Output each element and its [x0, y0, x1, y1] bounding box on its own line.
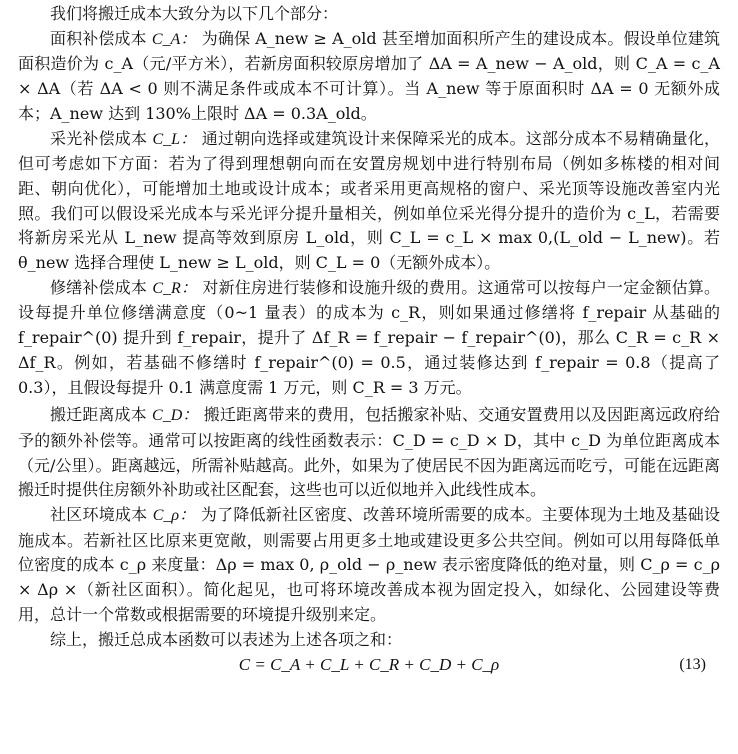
body-lighting-cost: 通过朝向选择或建筑设计来保障采光的成本。这部分成本不易精确量化，但可考虑如下方面：若为了得到理想朝向而在安置房规划中进行特别布局（例如多栋楼的相对间距、朝向优化），可能增加土地或设计成本；或者采用更高规格的窗户、采光顶等设施改善室内光照。我们可以假设采光成本与采光评分提升量相关，例如单位采光得分提升的造价为 c_L，若需要将新房采光从 L_new 提高等效到原房 L_old，则 C_L = c_L × max 0,(L_old − L_new)。若 θ_new 选择合理使 L_new ≥ L_old，则 C_L = 0（无额外成本）。: [18, 128, 720, 273]
body-environment-cost: 为了降低新社区密度、改善环境所需要的成本。主要体现为土地及基础设施成本。若新社区比原来更宽敞，则需要占用更多土地或建设更多公共空间。例如可以用每降低单位密度的成本 c_ρ 来度量：Δρ = max 0, ρ_old − ρ_new 表示密度降低的绝对量，则 C_ρ = c_ρ × Δρ ×（新社区面积）。简化起见，也可将环境改善成本视为固定投入，如绿化、公园建设等费用，总计一个常数或根据需要的环境提升级别来定。: [18, 505, 720, 624]
paragraph-area-cost: [18, 27, 720, 127]
paragraph-repair-cost: [18, 276, 720, 401]
symbol-area-cost: C_A：: [151, 30, 197, 48]
heading-area-cost: 面积补偿成本: [50, 28, 147, 48]
total-cost-equation-row: [18, 652, 720, 678]
paragraph-distance-cost: [18, 403, 720, 503]
symbol-environment-cost: C_ρ：: [152, 507, 196, 525]
paragraph-lighting-cost: [18, 127, 720, 276]
symbol-lighting-cost: C_L：: [152, 130, 197, 148]
heading-repair-cost: 修缮补偿成本: [50, 277, 148, 297]
body-repair-cost: 对新住房进行装修和设施升级的费用。这通常可以按每户一定金额估算。设每提升单位修缮满意度（0~1 量表）的成本为 c_R，则如果通过修缮将 f_repair 从基础的 f_repair^(0) 提升到 f_repair，提升了 Δf_R = f_repair − f_repair^(0)，那么 C_R = c_R × Δf_R。例如，若基础不修缮时 f_repair^(0) = 0.5，通过装修达到 f_repair = 0.8（提高了 0.3），且假设每提升 0.1 满意度需 1 万元，则 C_R = 3 万元。: [18, 277, 720, 397]
heading-environment-cost: 社区环境成本: [50, 505, 148, 525]
body-area-cost: 为确保 A_new ≥ A_old 甚至增加面积所产生的建设成本。假设单位建筑面积造价为 c_A（元/平方米），若新房面积较原房增加了 ΔA = A_new − A_old，则 C_A = c_A × ΔA（若 ΔA < 0 则不满足条件或成本不可计算）。当 A_new 等于原面积时 ΔA = 0 无额外成本；A_new 达到 130%上限时 ΔA = 0.3A_old。: [18, 28, 720, 123]
paragraph-environment-cost: [18, 503, 720, 628]
symbol-distance-cost: C_D：: [152, 407, 199, 425]
heading-lighting-cost: 采光补偿成本: [50, 128, 148, 148]
heading-distance-cost: 搬迁距离成本: [50, 405, 147, 425]
body-distance-cost: 搬迁距离带来的费用，包括搬家补贴、交通安置费用以及因距离远政府给予的额外补偿等。通常可以按距离的线性函数表示：C_D = c_D × D，其中 c_D 为单位距离成本（元/公里）。距离越远，所需补贴越高。此外，如果为了使居民不因为距离远而吃亏，可能在远距离搬迁时提供住房额外补助或社区配套，这些也可以近似地并入此线性成本。: [18, 405, 720, 500]
total-cost-equation: C = C_A + C_L + C_R + C_D + C_ρ: [238, 655, 500, 675]
symbol-repair-cost: C_R：: [152, 279, 198, 297]
summary-line: 综上，搬迁总成本函数可以表述为上述各项之和：: [50, 629, 403, 649]
equation-number: (13): [679, 656, 706, 674]
intro-line: 我们将搬迁成本大致分为以下几个部分：: [50, 4, 339, 23]
